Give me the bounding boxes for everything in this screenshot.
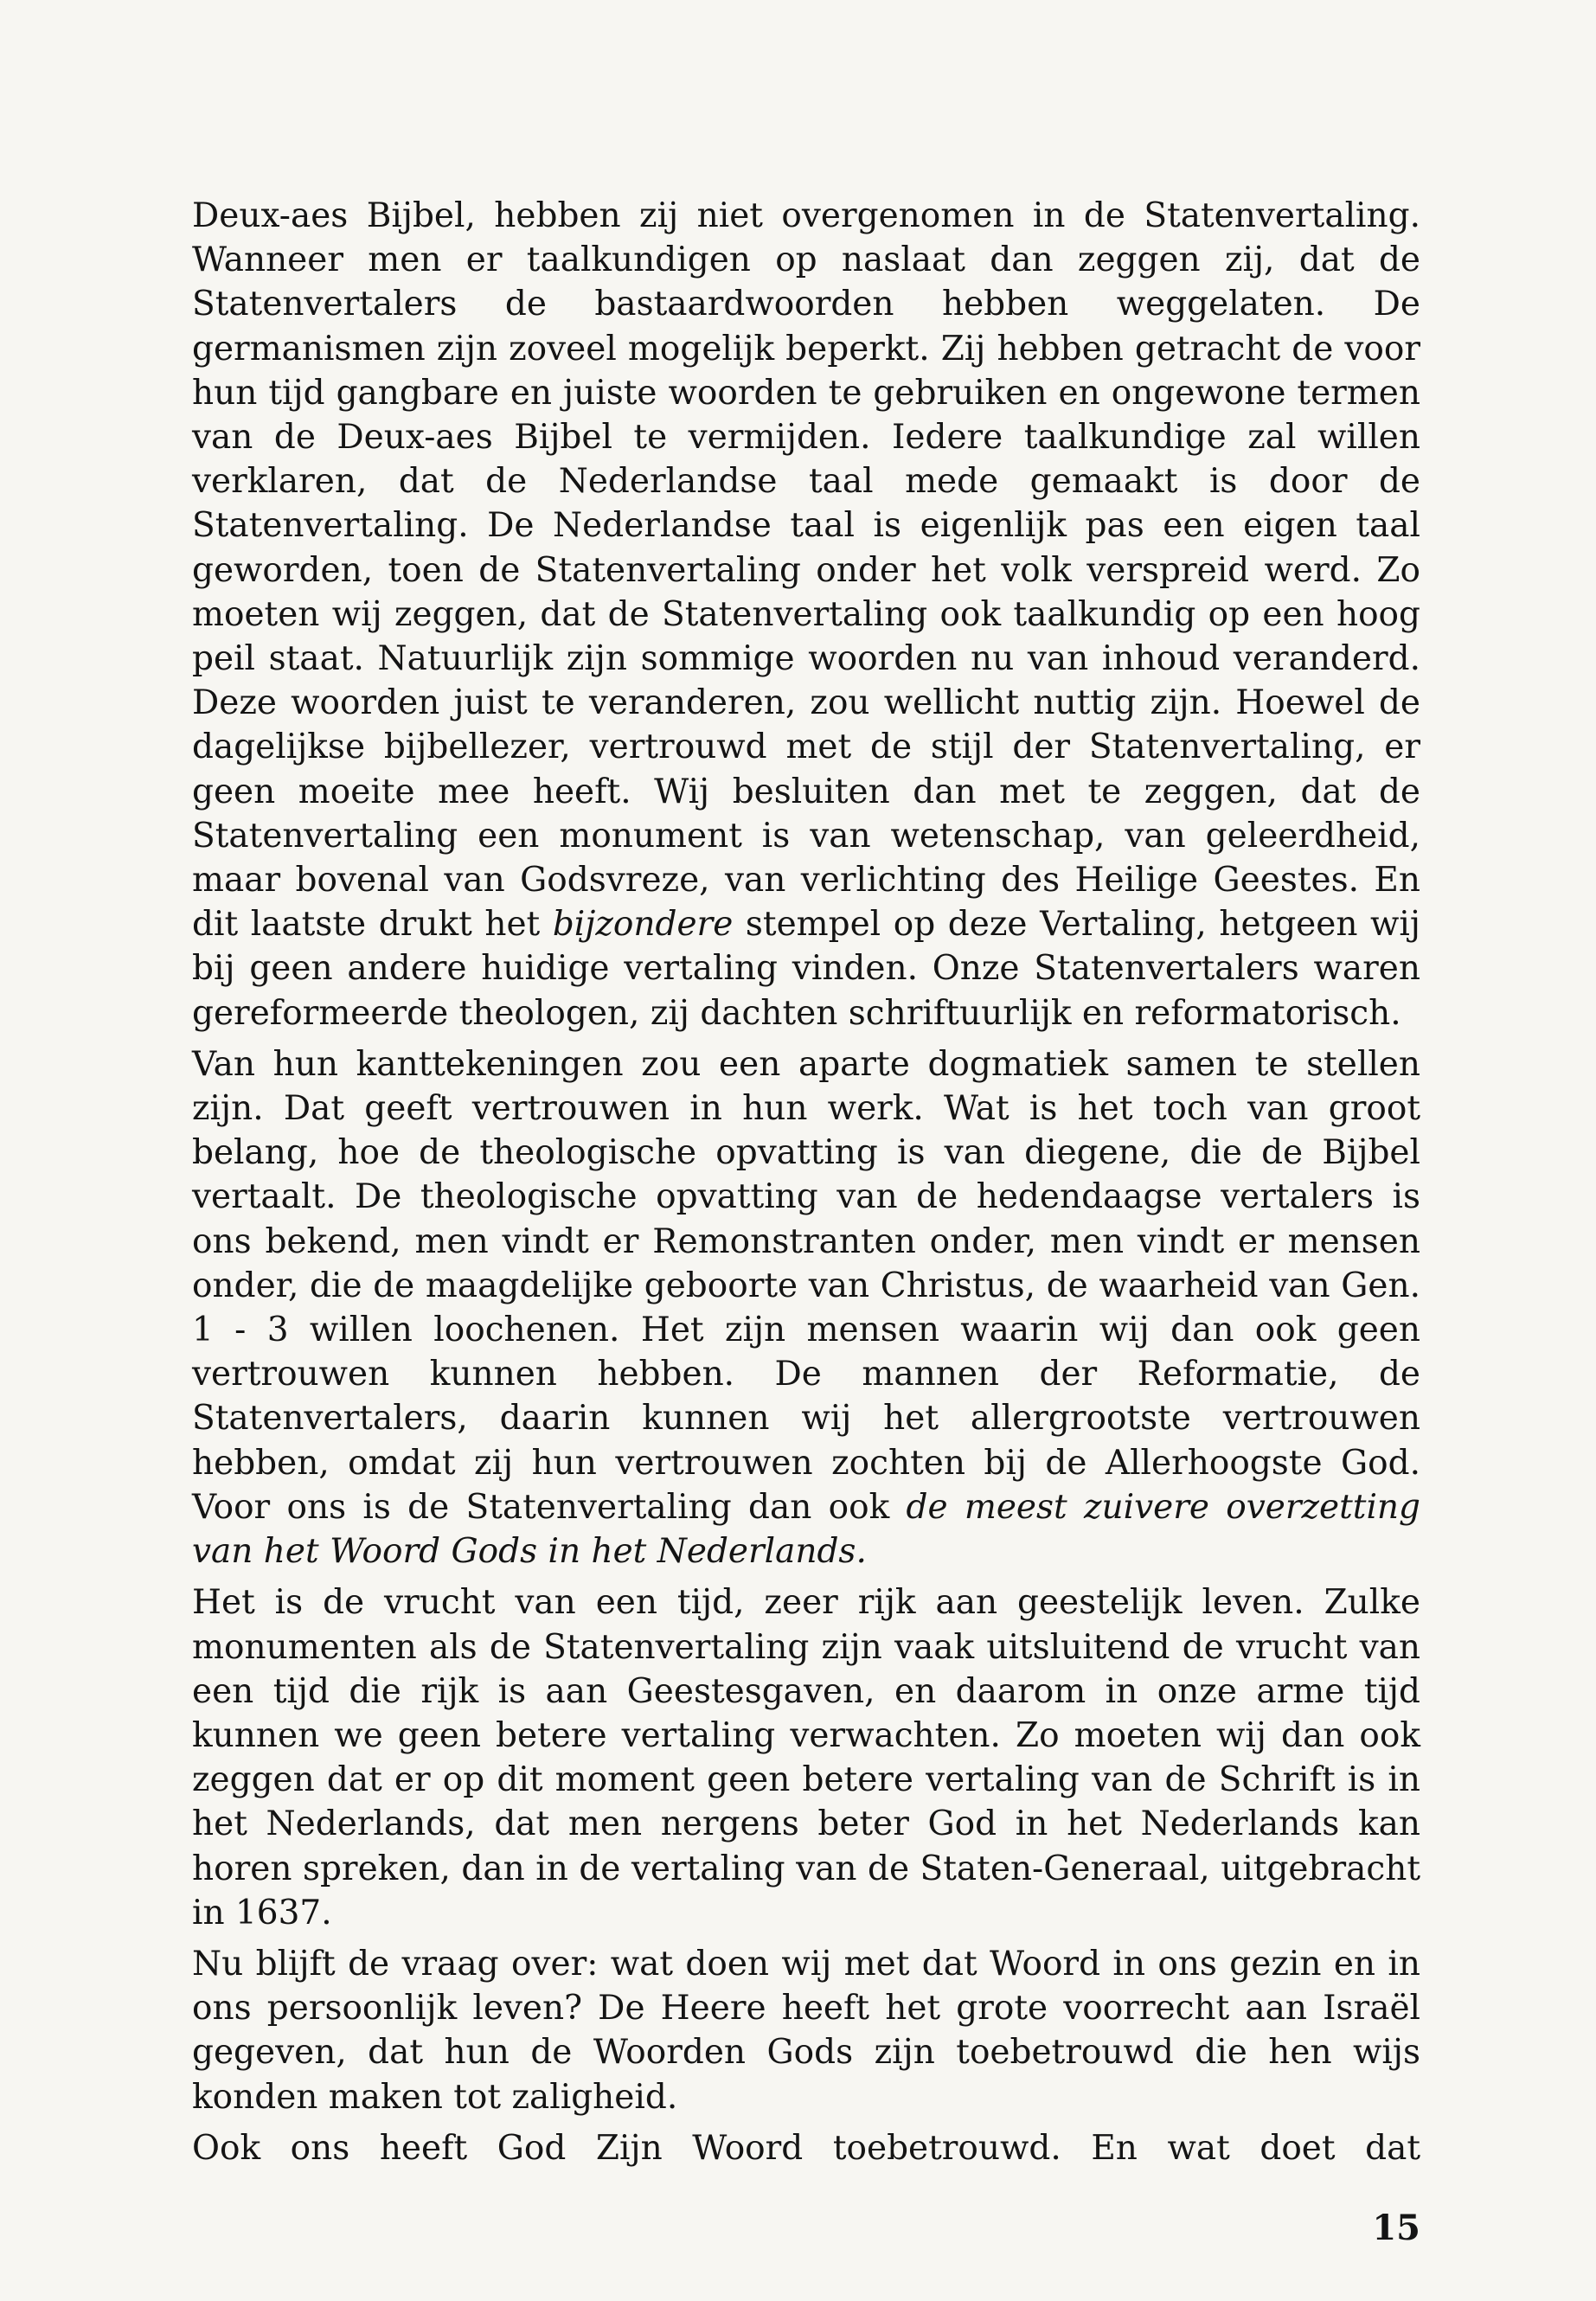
paragraph-2-italic: de meest zuivere overzetting van het Woord Gods in het Nederlands. bbox=[192, 1487, 1420, 1572]
paragraph-1-after: stempel op deze Vertaling, hetgeen wij bij geen andere huidige vertaling vinden. Onze Statenvertalers waren gereformeerde theologen, zij dachten schriftuurlijk en reformatorisch. bbox=[192, 905, 1420, 1033]
paragraph-2-text: Van hun kanttekeningen zou een aparte dogmatiek samen te stellen zijn. Dat geeft vertrouwen in hun werk. Wat is het toch van groot belang, hoe de theologische opvatting is van diegene, die de Bijbel vertaalt. De theologische opvatting van de hedendaagse vertalers is ons bekend, men vindt er Remonstranten onder, men vindt er mensen onder, die de maagdelijke geboorte van Christus, de waarheid van Gen. 1 - 3 willen loochenen. Het zijn mensen waarin wij dan ook geen vertrouwen kunnen hebben. De mannen der Reformatie, de Statenvertalers, daarin kunnen wij het allergrootste vertrouwen hebben, omdat zij hun vertrouwen zochten bij de Allerhoogste God. Voor ons is de Statenvertaling dan ook bbox=[192, 1044, 1420, 1527]
paragraph-3 bbox=[192, 1580, 1420, 1935]
paragraph-4 bbox=[192, 1942, 1420, 2119]
paragraph-4-text: Nu blijft de vraag over: wat doen wij met dat Woord in ons gezin en in ons persoonlijk leven? De Heere heeft het grote voorrecht aan Israël gegeven, dat hun de Woorden Gods zijn toebetrouwd die hen wijs konden maken tot zaligheid. bbox=[192, 1944, 1420, 2117]
paragraph-1 bbox=[192, 194, 1420, 1035]
page-body bbox=[192, 194, 1420, 2177]
paragraph-5 bbox=[192, 2126, 1420, 2170]
page-number: 15 bbox=[1372, 2208, 1420, 2248]
paragraph-1-text: Deux-aes Bijbel, hebben zij niet overgenomen in de Statenvertaling. Wanneer men er taalkundigen op naslaat dan zeggen zij, dat de Statenvertalers de bastaardwoorden hebben weggelaten. De germanismen zijn zoveel mogelijk beperkt. Zij hebben getracht de voor hun tijd gangbare en juiste woorden te gebruiken en ongewone termen van de Deux-aes Bijbel te vermijden. Iedere taalkundige zal willen verklaren, dat de Nederlandse taal mede gemaakt is door de Statenvertaling. De Nederlandse taal is eigenlijk pas een eigen taal geworden, toen de Statenvertaling onder het volk verspreid werd. Zo moeten wij zeggen, dat de Statenvertaling ook taalkundig op een hoog peil staat. Natuurlijk zijn sommige woorden nu van inhoud veranderd. Deze woorden juist te veranderen, zou wellicht nuttig zijn. Hoewel de dagelijkse bijbellezer, vertrouwd met de stijl der Statenvertaling, er geen moeite mee heeft. Wij besluiten dan met te zeggen, dat de Statenvertaling een monument is van wetenschap, van geleerdheid, maar bovenal van Godsvreze, van verlichting des Heilige Geestes. En dit laatste drukt het bbox=[192, 196, 1420, 945]
paragraph-1-italic: bijzondere bbox=[552, 905, 734, 945]
paragraph-3-text: Het is de vrucht van een tijd, zeer rijk aan geestelijk leven. Zulke monumenten als de Statenvertaling zijn vaak uitsluitend de vrucht van een tijd die rijk is aan Geestesgaven, en daarom in onze arme tijd kunnen we geen betere vertaling verwachten. Zo moeten wij dan ook zeggen dat er op dit moment geen betere vertaling van de Schrift is in het Nederlands, dat men nergens beter God in het Nederlands kan horen spreken, dan in de vertaling van de Staten-Generaal, uitgebracht in 1637. bbox=[192, 1583, 1420, 1932]
paragraph-2 bbox=[192, 1042, 1420, 1574]
paragraph-5-text: Ook ons heeft God Zijn Woord toebetrouwd. En wat doet dat bbox=[192, 2128, 1420, 2168]
